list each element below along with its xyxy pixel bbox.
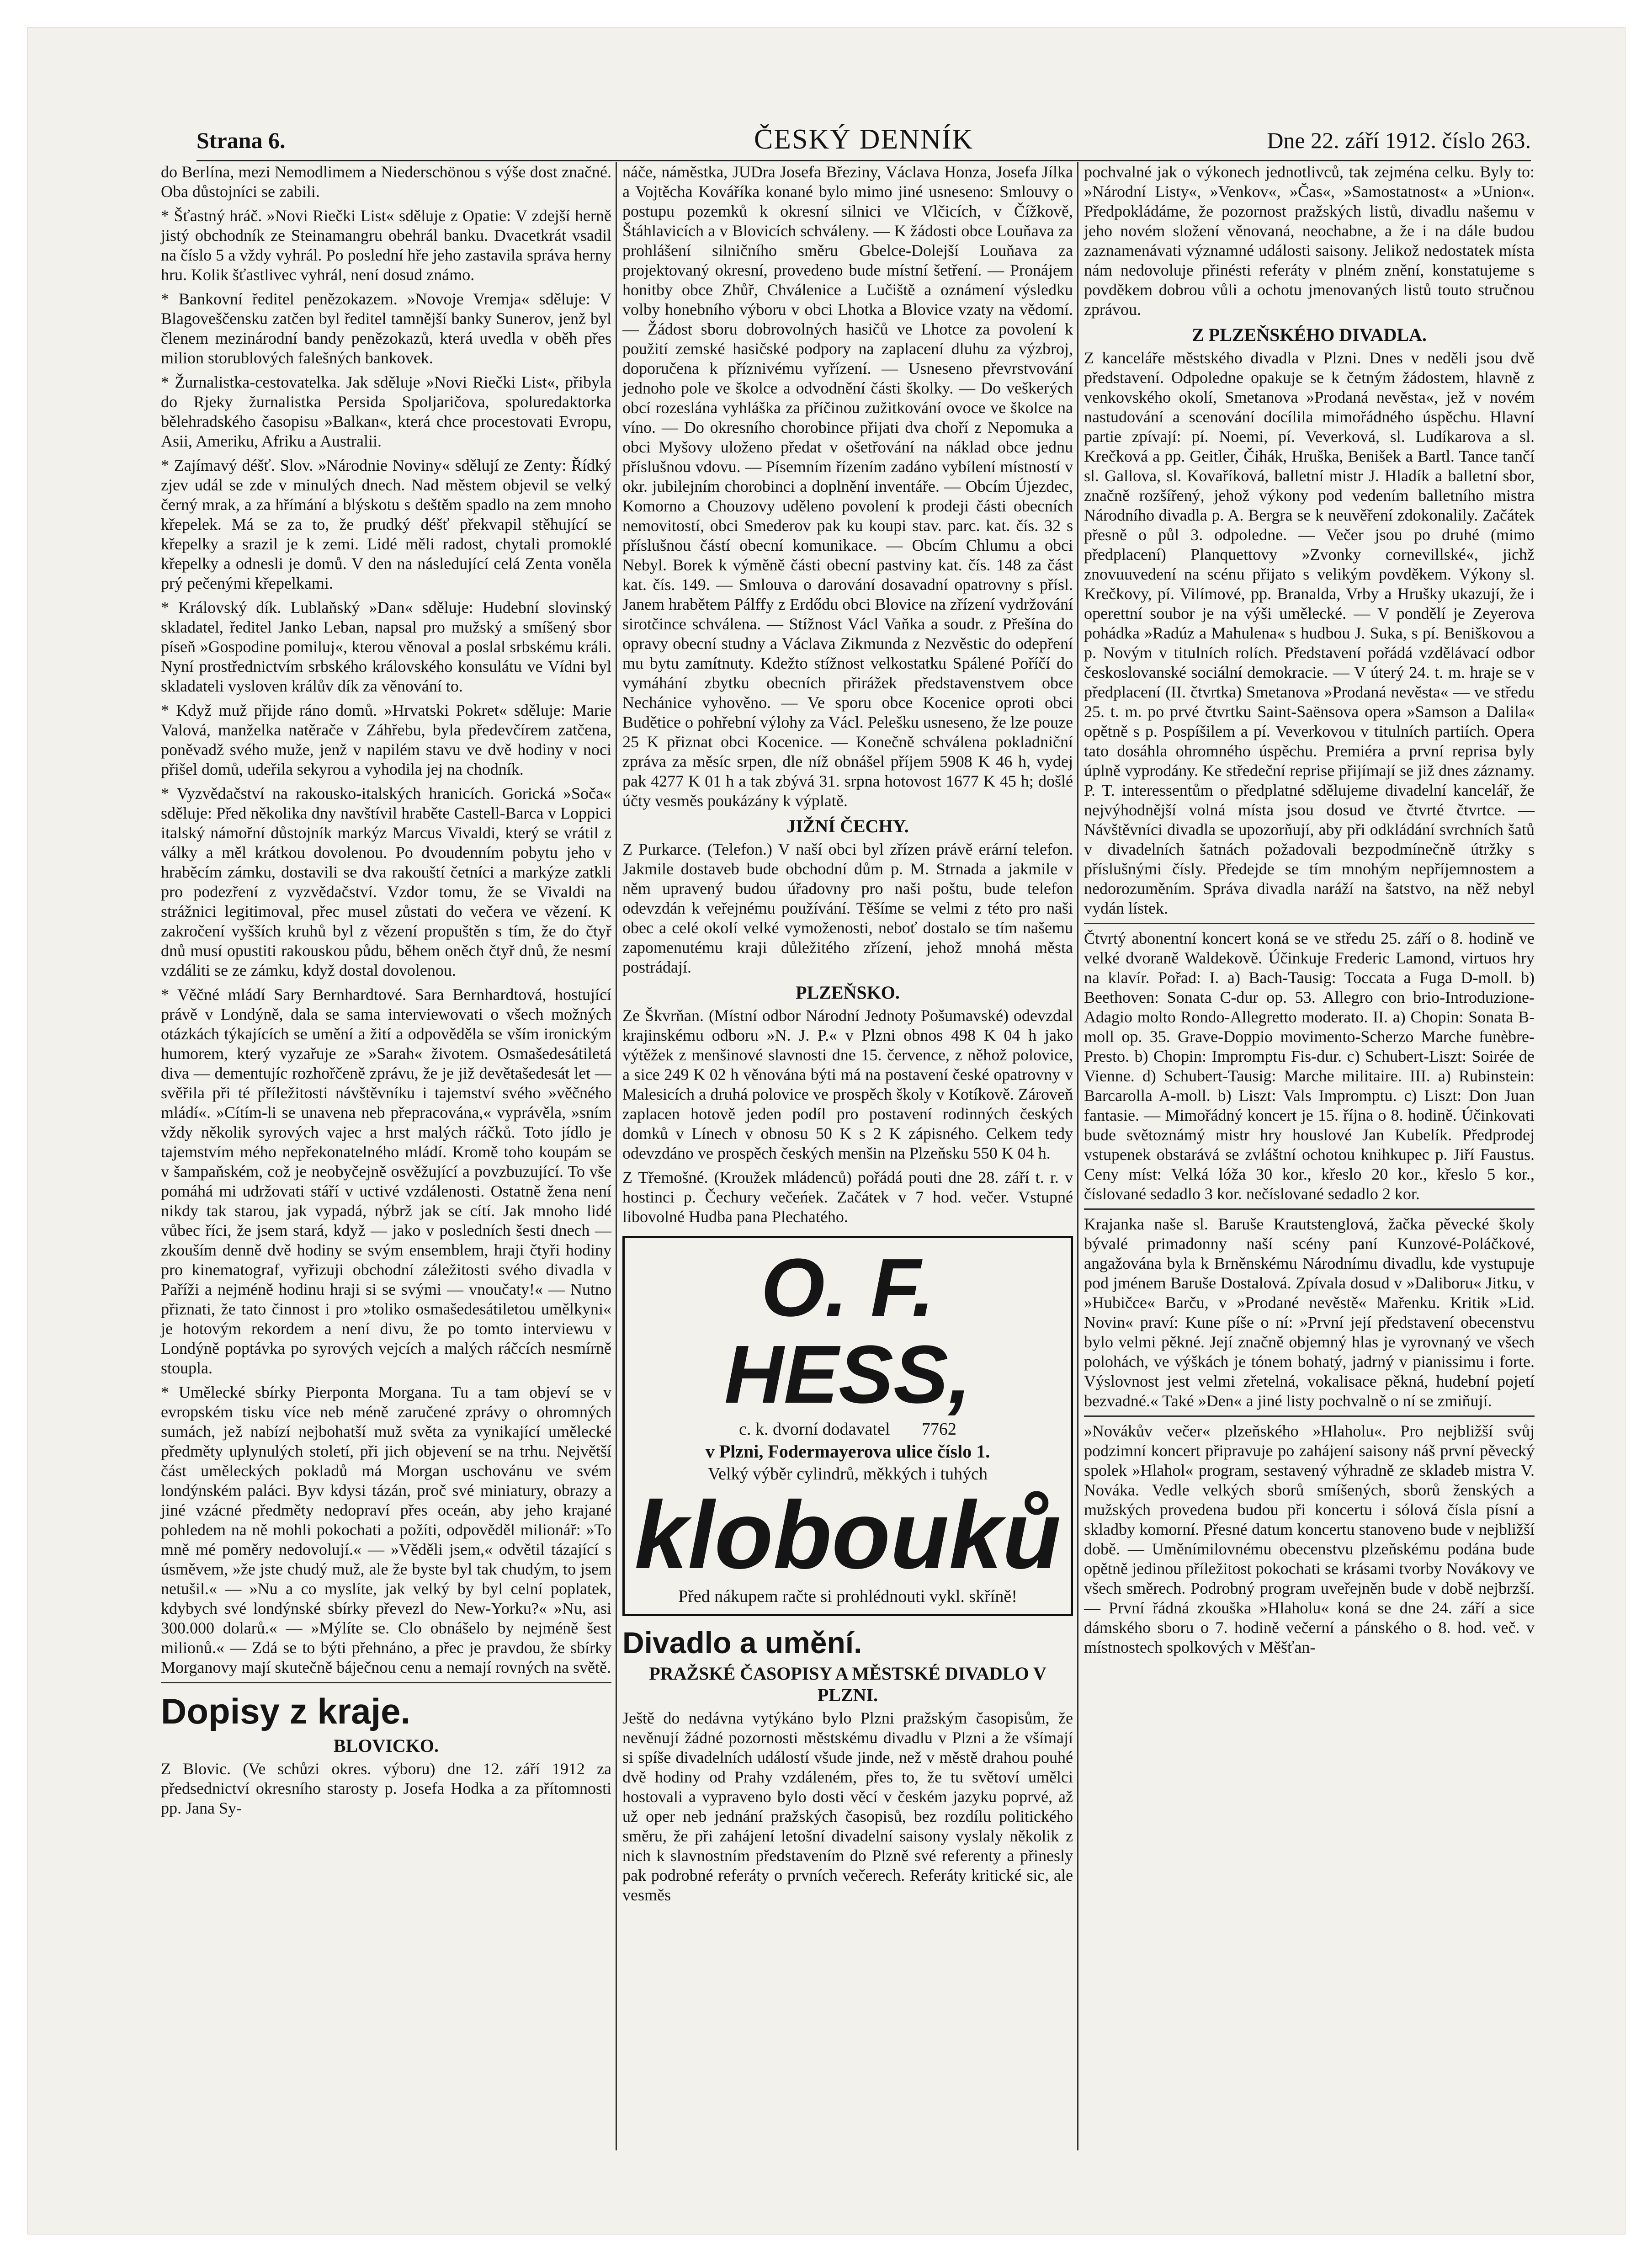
section-rule [161,1682,611,1683]
article: * Když muž přijde ráno domů. »Hrvatski Pokret« sděluje: Marie Valová, manželka natěrače v Záhřebu, byla předevčírem zatčena, poněvadž svého muže, jenž v napilém stavu ve dvě hodiny v noci přišel domů, udeřila sekyrou a vyhodila jej na chodník. [161,701,611,778]
article: Krajanka naše sl. Baruše Krautstenglová, žačka pěvecké školy bývalé primadonny naší scény paní Kunzové-Poláčkové, angažována byla k Brněnskému Národnímu divadlu, kde vystupuje pod jménem Baruše Dostalová. Zpívala dosud v »Daliboru« Jitku, v »Hubičce« Barču, v »Prodané nevěstě« Mařenku. Kritik »Lid. Novin« praví: Kune píše o ní: »První její představení obecenstvu bylo velmi pěkné. Její značně objemný hlas je vyrovnaný ve všech polohách, ve výškách je tónem bohatý, jadrný v pianissimu i forte. Výslovnost jest velmi zřetelná, vokalisace pěkná, hudební pojetí bezvadné.« Také »Den« a jiné listy pochvalně o ní se zmiňují. [1084,1215,1535,1410]
article: * Věčné mládí Sary Bernhardtové. Sara Bernhardtová, hostující právě v Londýně, dala se sama interviewovati o všech možných otázkách týkajících se umění a žití a odpověděla se vším ironickým humorem, který vyzařuje ze »Sarah« životem. Osmašedesátiletá diva — dementujíc rozhořčeně zprávu, že je již devětašedesát let — svěřila při té příležitosti návštěvníku i tajemství svého »věčného mládí«. »Cítím-li se unavena neb přepracována,« vyprávěla, »sním vždy několik syrových vajec a hrst malých ráčků. Toto jídlo je tajemstvím mého nepřekonatelného mládí. Kromě toho koupám se v šampaňském, což je neobyčejně osvěžující a povzbuzující. To vše pomáhá mi udržovati stáří v uctivé vzdálenosti. Ostatně žena není nikdy tak starou, jak vypadá, nýbrž jak se cítí. Jak mnoho lidé vůbec říci, že jsem stará, když — jako v posledních šesti dnech — zkouším denně dvě hodiny se svým ensemblem, hraji čtyři hodiny pro kinematograf, vyřizuji obchodní záležitosti svého divadla v Paříži a nejméně hodinu hraji si se svými — vnoučaty!« — Nutno přiznati, že tato činnost i pro »toliko osmašedesátiletou umělkyni« je hotovým rekordem a není divu, že po tomto interviewu v Londýně poptávka po syrových vejcích a malých ráčcích nesmírně stoupla. [161,985,611,1377]
article-heading: PRAŽSKÉ ČASOPISY A MĚSTSKÉ DIVADLO V PLZNI. [649,1663,1046,1705]
region-heading: JIŽNÍ ČECHY. [786,816,909,836]
article: Ještě do nedávna vytýkáno bylo Plzni pražským časopisům, že nevěnují žádné pozornosti městskému divadlu v Plzni a že všímají si spíše divadelních událostí všude jinde, než v městě drahou pouhé dvě hodiny od Prahy vzdáleném, přes to, že tu světoví umělci hostovali a vypraveno bylo dosti věcí v českém jazyku poprvé, až už oper neb jednání pražských časopisů, bez rozdílu politického směru, že při zahájení letošní divadelní saisony vyslaly několik z nich k slavnostním představením do Plzně své referenty a přinesly pak podrobné referáty o prvních večerech. Referáty kritické sic, ale vesměs [622,1709,1073,1904]
section-heading: Z PLZEŇSKÉHO DIVADLA. [1192,325,1427,345]
article: Čtvrtý abonentní koncert koná se ve středu 25. září o 8. hodině ve velké dvoraně Waldekově. Účinkuje Frederic Lamond, virtuos hry na klavír. Pořad: I. a) Bach-Tausig: Toccata a Fuga D-moll. b) Beethoven: Sonata C-dur op. 53. Allegro con brio-Introduzione-Adagio molto Rondo-Allegretto moderato. II. a) Chopin: Sonata B-moll op. 35. Grave-Doppio movimento-Scherzo Marche funèbre-Presto. b) Chopin: Impromptu Fis-dur. c) Schubert-Liszt: Soirée de Vienne. d) Schubert-Tausig: Marche militaire. III. a) Rubinstein: Barcarolla A-moll. b) Liszt: Vals Impromptu. c) Liszt: Don Juan fantasie. — Mimořádný koncert je 15. října o 8. hodině. Účinkovati bude světoznámý mistr hry houslové Jan Kubelík. Předprodej vstupenek obstarává se zvláštní ochotou knihkupec p. Jiří Faustus. Ceny míst: Velká lóža 30 kor., křeslo 20 kor., křeslo 5 kor., číslované sedadlo 3 kor. nečíslované sedadlo 2 kor. [1084,929,1535,1203]
article: * Žurnalistka-cestovatelka. Jak sděluje »Novi Riečki List«, přibyla do Rjeky žurnalistka Persida Spoljaričova, spoluredaktorka bělehradského časopisu »Balkan«, která chce procestovati Evropu, Asii, Ameriku, Afriku a Australii. [161,373,611,450]
ad-purveyor-line: c. k. dvorní dodavatel [739,1420,890,1439]
article: * Umělecké sbírky Pierponta Morgana. Tu a tam objeví se v evropském tisku více neb méně zaručené zprávy o ohromných sumách, jež nabízí nejbohatší muž světa za vynikající umělecké předměty uplynulých století, při jich objevení se na trhu. Největší část uměleckých pokladů má Morgan uschovánu ve svém londýnském paláci. Byv kdysi tázán, proč své miniatury, obrazy a jiné vzácné předměty nedopraví přes oceán, aby jeho krajané pohledem na ně mohli pokochati a požíti, odpověděl milionář: »To mně mé poměry nedovolují.« — »Vědělі jsem,« odvětil tázající s úsměvem, »že jste chudý muž, ale že byste byl tak chudým, to jsem netušil.« — »Nu a co myslíte, jak velký by byl celní poplatek, kdybych své londýnské sbírky převezl do New-Yorku?« »Nu, asi 300.000 dolarů.« — »Mýlíte se. Clo obnášelo by nejméně šest milionů.« — Zdá se to býti přehnáno, a přec je pravdou, že sbírky Morganovy mají skutečně báječnou cenu a nemají rovných na světě. [161,1383,611,1676]
page-header [197,123,1531,161]
section-heading: Dopisy z kraje. [161,1691,411,1731]
article: Z kanceláře městského divadla v Plzni. Dnes v neděli jsou dvě představení. Odpoledne opakuje se k četným žádostem, hlavně z venkovského okolí, Smetanova »Prodaná nevěsta«, jež v novém nastudování a scenování docílila mimořádného úspěchu. Hlavní partie zpívají: pí. Noemi, pí. Veverková, sl. Ludíkarova a sl. Krečková a pp. Geitler, Čihák, Hruška, Benišek a Bartl. Tance tančí sl. Gallova, sl. Kovaříková, balletní mistr J. Hladík a balletní sbor, značně rozšířený, jehož výkony pod vedením balletního mistra Národního divadla p. A. Bergra se k neuvěření zdokonalily. Začátek přesně o půl 3. odpoledne. — Večer jsou po druhé (mimo předplacení) Planquettovy »Zvonky cornevillské«, jichž znovuuvedení na scénu přijato s velikým povděkem. Výkony sl. Krečkovy, pí. Vilímové, pp. Branalda, Vrby a Hrušky ukazují, že i operettní soubor je na výši umělecké. — V pondělí je Zeyerova pohádka »Radúz a Mahulena« s hudbou J. Suka, s pí. Beniškovou a p. Novým v titulních rolích. Představení pořádá vzdělávací odbor českoslovanské sociální demokracie. — V úterý 24. t. m. hraje se v předplacení (II. čtvrtka) Smetanova »Prodaná nevěsta« — ve středu 25. t. m. po prvé čtvrtku Saint-Saënsova opera »Samson a Dalila« opětně s p. Pospíšilem a pí. Veverkovou v titulních partiích. Opera tato dosáhla ohromného úspěchu. Premiéra a první reprisa byly úplně vyprodány. Ke středeční reprise přijímají se již dnes záznamy. P. T. interessentům o předplatné sdělujeme divadelní kancelář, že nejvýhodnější volná místa jsou dosud ve čtvrté čtvrtce. — Návštěvníci divadla se upozorňují, aby při odkládání svrchních šatů v divadelních šatnách požadovali bezpodmínečně útržky s příslušnými čísly. Předejde se tím mnohým nepříjemnostem a nedorozuměním. Správa divadla naráží na šatstvo, na něž nebyl vydán lístek. [1084,349,1535,917]
article: * Bankovní ředitel penězokazem. »Novoje Vremja« sděluje: V Blagoveščensku zatčen byl ředitel tamnější banky Sunerov, jenž byl členem mezinárodní bandy penězokazů, která uvedla v oběh přes milion storublových falešných bankovek. [161,290,611,367]
column-3 [1078,162,1540,1662]
article: Z Purkarce. (Telefon.) V naší obci byl zřízen právě erární telefon. Jakmile dostaveb bude obchodní dům p. M. Strnada a jakmile v něm upravený budou úřadovny pro naši poštu, bude telefon odevzdán k veřejnému používání. Těšíme se velmi z této pro naši obec a celé okolí velké vymoženosti, neboť dostalo se tím našemu zapomenutému kraji důležitého zřízení, jehož mnohá města postrádají. [622,840,1073,976]
region-heading: BLOVICKO. [333,1735,439,1756]
hess-advertisement [622,1236,1073,1616]
article: pochvalné jak o výkonech jednotlivců, tak zejména celku. Byly to: »Národní Listy«, »Venkov«, »Čas«, »Samostatnost« a »Union«. Předpokládáme, že pozornost pražských listů, divadlu našemu v jeho novém složení věnovaná, neochabne, a že i na dále budou zaznamenávati významné události saisony. Jelikož nedostatek místa nám nedovoluje přinésti referáty v plném znění, konstatujeme s povděkem dobrou vůli a ochotu jmenovaných listů touto stručnou zprávou. [1084,163,1535,319]
region-heading: PLZEŇSKO. [796,982,900,1003]
section-rule [1084,1208,1535,1210]
ad-company-name: O. F. HESS, [724,1242,972,1420]
section-heading: Divadlo a umění. [622,1626,862,1660]
page-number: Strana 6. [197,128,286,153]
article: Z Blovic. (Ve schůzi okres. výboru) dne 12. září 1912 za předsednictví okresního starosty p. Josefa Hodka a za přítomnosti pp. Jana Sy- [161,1760,611,1817]
ad-product: klobouků [634,1481,1061,1589]
article: * Zajímavý déšť. Slov. »Národnie Noviny« sdělují ze Zenty: Řídký zjev udál se zde v minulých dnech. Nad městem objevil se velký černý mrak, a za hřímání a blýskotu s deštěm spadlo na zem mnoho křepelek. Má se za to, že prudký déšť překvapil stěhující se křepelky a srazil je k zemi. Lidé měli radost, chytali promoklé křepelky a odnesli je domů. V den na následující celá Zenta voněla prý pečenými křepelkami. [161,456,611,592]
column-1 [155,162,617,1823]
column-2 [617,162,1078,1910]
section-rule [1084,923,1535,924]
article: * Královský dík. Lublaňský »Dan« sděluje: Hudební slovinský skladatel, ředitel Janko Leban, napsal pro mužský a smíšený sbor píseň »Gospodine pomiluj«, kterou věnoval a poslal srbskému králi. Nyní prostřednictvím srbského královského konsulátu ve Vídni byl skladateli vysloven králův dík za věnování to. [161,598,611,695]
ad-selection-line: Velký výběr cylindrů, měkkých i tuhých [707,1464,988,1484]
article: * Vyzvědačství na rakousko-italských hranicích. Gorická »Soča« sděluje: Před několika dny navštívil hraběte Castell-Barca v Loppici italský námořní důstojník markýz Marcus Vivaldi, který se vrátil z války a měl krátkou dovolenou. Po dvoudenním pobytu jeho v hraběcím zámku, dostavili se dva rakouští četníci a markýze zatkli pro podezření z vyzvědačství. Vzdor tomu, že se Vivaldi na strážnici legitimoval, přec musel zůstati do večera ve vězení. K zakročení vyšších kruhů byl z vězení propuštěn s tím, že do čtyř dnů musí opustiti rakouskou půdu, během oněch čtyř dnů, že nesmí vzdáliti se ze zámku, když dostal dovolenou. [161,784,611,979]
ad-footer-line: Před nákupem račte si prohlédnouti vykl. skříně! [678,1587,1017,1606]
masthead-title: ČESKÝ DENNÍK [754,124,974,155]
article: do Berlína, mezi Nemodlimem a Niederschönou s výše dost značné. Oba důstojníci se zabili. [161,163,611,201]
article: * Šťastný hráč. »Novi Riečki List« sděluje z Opatie: V zdejší herně jistý obchodník ze Steinamangru obehrál banku. Dvacetkrát vsadil na číslo 5 a vždy vyhrál. Po poslední hře jeho zastavila správa herny hru. Kolik šťastlivec vyhrál, není dosud známo. [161,207,611,284]
issue-date: Dne 22. září 1912. číslo 263. [1267,128,1531,153]
article: Ze Škvrňan. (Místní odbor Národní Jednoty Pošumavské) odevzdal krajinskému odboru »N. J. P.« v Plzni obnos 498 K 04 h jako výtěžek z menšinové slavnosti dne 15. července, z něhož polovice, a sice 249 K 02 h věnována býti má na postavení české opatrovny v Malesicích a druhá polovice ve prospěch školy v Kotíkově. Zároveň zaplacen hotově jeden podíl pro postavení rodinných českých domků v Línech v obnosu 50 K s 2 K zápisného. Celkem tedy odevzdáno ve prospěch českých menšin na Plzeňsku 550 K 04 h. [622,1006,1073,1162]
article: náče, náměstka, JUDra Josefa Březiny, Václava Honza, Josefa Jílka a Vojtěcha Kováříka konané bylo mimo jiné usneseno: Smlouvy o postupu pozemků k okresní silnici ve Vlčicích, v Čížkově, Štáhlavicích a v Blovicích schváleny. — K žádosti obce Louňava za prohlášení silničního směru Gbelce-Dolejší Louňava za projektovaný okresní, provedeno bude místní šetření. — Pronájem honitby obce Zhůř, Chválenice a Lučiště a oznámení výsledku volby honebního výboru v obci Lhotka a Blovice vzaty na vědomí. — Žádost sboru dobrovolných hasičů ve Lhotce za povolení k použití zemské hasičské podpory na zaplacení dluhu za výzbroj, doporučena k příznivému vyřízení. — Usneseno převrstvování jednoho pole ve školce a odvodnění části školky. — Do veškerých obcí rozeslána vyhláška za příčinou zužitkování ovoce ve školce na víno. — Do okresního chorobince přijati dva choří z Nepomuka a obci Myšovy uloženo předat v ošetřování na náklad obce jednu příslušnou vdovu. — Písemním řízením zadáno vybílení místností v okr. jubilejním chorobinci a doplnění inventáře. — Obcím Újezdec, Komorno a Chouzovy uděleno povolení k prodeji části obecních nemovitostí, obci Smederov pak ku koupi stav. parc. kat. čís. 32 s příslušnou částí obecní komunikace. — Obcím Chlumu a obci Nebyl. Borek k výměně části obecní pastviny kat. čís. 148 za část kat. čís. 149. — Smlouva o darování dosavadní opatrovny s přísl. Janem hrabětem Pálffy z Erdődu obci Blovice na zřízení vydržování sirotčince schválena. — Stížnost Václ Vaňka a soudr. z Přešína do opravy obecní studny a Václava Zikmunda z Nezvěstic do odepření mu bytu zamítnuty. Kdežto stížnost velkostatku Spálené Poříčí do vymáhání zbytku obecních přirážek představenstvem obce Nechánice vyhověno. — Ve sporu obce Kocenice oproti obci Budětice o pohřební výlohy za Václ. Pelešku usneseno, že lze pouze 25 K přiznat obci Kocenice. — Konečně schválena pokladniční zpráva za měsíc srpen, dle níž obnášel příjem 5908 K 46 h, vydej pak 4277 K 01 h a tak zbývá 31. srpna hotovost 1677 K 45 h; došlé účty vesměs poukázány k výplatě. [622,163,1073,810]
ad-address: v Plzni, Fodermayerova ulice číslo 1. [705,1441,990,1462]
ad-phone: 7762 [921,1420,956,1439]
article: »Novákův večer« plzeňského »Hlaholu«. Pro nejbližší svůj podzimní koncert připravuje po zahájení saisony náš první pěvecký spolek »Hlahol« program, sestavený výhradně ze skladeb mistra V. Nováka. Vedle velkých sborů smíšených, sborů ženských a mužských provedena budou při koncertu i sólová čísla písní a skladby komorní. Přesné datum koncertu stanoveno bude v nejbližší době. — Uměnímilovnému obecenstvu plzeňskému podána bude opětně jedinou příležitost pokochati se krásami tvorby Novákovy ve všech směrech. Podrobný program uveřejněn bude v době nejbrzší. — První řádná zkouška »Hlaholu« koná se dne 24. září a sice dámského sboru o 7. hodině večerní a pánského o 8. hod. več. v místnostech spolkových v Měšťan- [1084,1422,1535,1656]
section-rule [1084,1415,1535,1417]
article: Z Třemošné. (Kroužek mládenců) pořádá pouti dne 28. září t. r. v hostinci p. Čechury večeńek. Začátek v 7 hod. večer. Vstupné libovolné Hudba pana Plechatého. [622,1168,1073,1226]
